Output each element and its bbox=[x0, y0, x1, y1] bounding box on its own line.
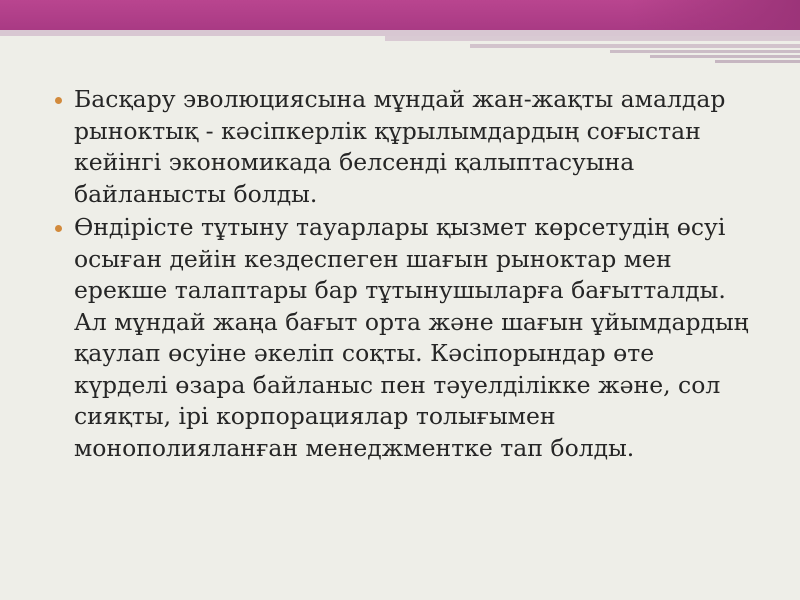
top-accent-gradient bbox=[630, 0, 800, 30]
bullet-text: Өндірісте тұтыну тауарлары қызмет көрсетудің өсуі осыған дейін кездеспеген шағын рыноктар мен ерекше талаптары бар тұтынушыларға бағытталды. Ал мұндай жаңа бағыт орта және шағын ұйымдардың қаулап өсуіне әкеліп соқты. Кәсіпорындар өте күрделі өзара байланыс пен тәуелділікке және, сол сияқты, ірі корпорациялар толығымен монополияланған менеджментке тап болды. bbox=[74, 213, 749, 462]
bullet-item bbox=[52, 84, 752, 210]
bullet-text: Басқару эволюциясына мұндай жан-жақты амалдар рыноктық - кәсіпкерлік құрылымдардың соғыстан кейінгі экономикада белсенді қалыптасуына байланысты болды. bbox=[74, 85, 726, 208]
accent-stripe bbox=[470, 44, 800, 48]
slide-body bbox=[52, 84, 752, 466]
bullet-dot-icon bbox=[55, 225, 62, 232]
bullet-item bbox=[52, 212, 752, 464]
accent-stripe bbox=[385, 36, 800, 41]
bullet-list bbox=[52, 84, 752, 464]
bullet-dot-icon bbox=[55, 97, 62, 104]
accent-stripe bbox=[610, 50, 800, 53]
accent-stripe bbox=[715, 60, 800, 63]
accent-stripe bbox=[650, 55, 800, 58]
